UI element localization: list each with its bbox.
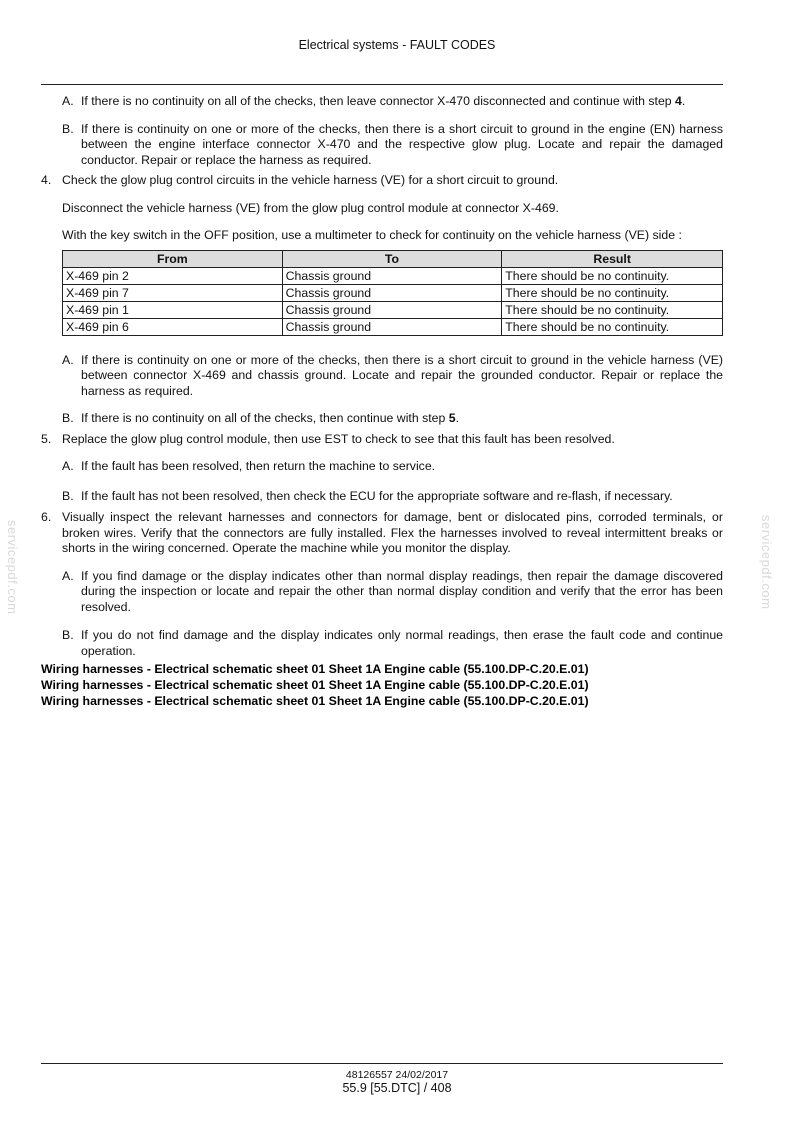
cell-to: Chassis ground [282,301,502,318]
cell-from: X-469 pin 1 [63,301,283,318]
cell-from: X-469 pin 6 [63,318,283,335]
document-code: 48126557 24/02/2017 [345,1069,449,1081]
step4-b-marker: B. [62,411,74,425]
step3-a-text: If there is no continuity on all of the checks, then leave connector X-470 disconnected and continue with step [81,94,676,108]
step4-marker: 4. [41,173,52,187]
step5-b-marker: B. [62,488,74,503]
watermark-right: servicepdf.com [759,515,774,610]
cell-to: Chassis ground [282,318,502,335]
document-body [41,94,723,709]
cell-result: There should be no continuity. [502,267,723,284]
step3-b-text: If there is continuity on one or more of the checks, then there is a short circuit to ground in the engine (EN) harness between the engine interface connector X-470 and the respective glow plug. Locate and repair the damaged conductor. Repair or replace the harness as required. [81,121,723,167]
step4-para-disconnect: Disconnect the vehicle harness (VE) from the glow plug control module at connector X-469. [62,200,559,215]
cell-from: X-469 pin 7 [63,284,283,301]
step4-substep-b: B. If there is no continuity on all of the checks, then continue with step 5. [62,411,460,425]
step4-b-step-ref: 5 [448,411,456,425]
table-row [63,284,723,301]
cell-result: There should be no continuity. [502,318,723,335]
table-row [63,267,723,284]
step6-substep-a [41,569,723,616]
step5-marker: 5. [41,431,52,446]
step4-para-multimeter: With the key switch in the OFF position, use a multimeter to check for continuity on the vehicle harness (VE) side : [62,228,682,242]
step6-a-marker: A. [62,568,74,583]
step5-substep-a [41,459,723,475]
footer-rule [41,1063,723,1064]
step6-marker: 6. [41,510,52,524]
step6-b-text: If you do not find damage and the display indicates only normal readings, then erase the fault code and continue operation. [81,628,723,658]
step3-a-step-ref: 4 [675,94,682,108]
column-header-result: Result [502,250,723,267]
step3-b-marker: B. [62,121,74,136]
page-number: 55.9 [55.DTC] / 408 [342,1081,452,1095]
schematic-link[interactable]: Wiring harnesses - Electrical schematic sheet 01 Sheet 1A Engine cable (55.100.DP-C.20.E.01) [41,662,589,676]
step6-b-marker: B. [62,628,74,642]
cell-result: There should be no continuity. [502,284,723,301]
schematic-link[interactable]: Wiring harnesses - Electrical schematic sheet 01 Sheet 1A Engine cable (55.100.DP-C.20.E.01) [41,694,589,708]
step5-a-marker: A. [62,459,74,473]
cell-from: X-469 pin 2 [63,267,283,284]
step6-substep-b [41,628,723,659]
step5-a-text: If the fault has been resolved, then return the machine to service. [81,459,436,473]
step4-a-text: If there is continuity on one or more of the checks, then there is a short circuit to ground in the vehicle harness (VE) between connector X-469 and chassis ground. Locate and repair the grounded conductor. Repair or replace the harness as required. [81,352,723,398]
table-header-row [63,250,723,267]
related-links [41,661,723,709]
watermark-left: servicepdf.com [5,520,20,615]
continuity-check-table [62,250,723,336]
step3-substep-b [41,122,723,169]
step6 [41,510,723,557]
step4 [41,173,723,189]
step4-text: Check the glow plug control circuits in the vehicle harness (VE) for a short circuit to ground. [62,173,559,187]
table-row [63,318,723,335]
cell-to: Chassis ground [282,267,502,284]
step5 [41,432,723,448]
step4-substep-a [41,353,723,400]
step6-a-text: If you find damage or the display indicates other than normal display readings, then repair the damage discovered during the inspection or locate and repair the other than normal display condition and verify that the error has been resolved. [81,568,723,614]
step4-b-text: If there is no continuity on all of the checks, then continue with step [81,411,449,425]
cell-to: Chassis ground [282,284,502,301]
step5-text: Replace the glow plug control module, then use EST to check to see that this fault has been resolved. [62,431,615,446]
page-header-title: Electrical systems - FAULT CODES [298,38,496,52]
header-rule [41,84,723,85]
step5-substep-b [41,489,723,505]
step6-text: Visually inspect the relevant harnesses and connectors for damage, bent or dislocated pins, corroded terminals, or broken wires. Verify that the connectors are fully installed. Flex the harnesses involved to reveal intermittent breaks or shorts in the wiring concerned. Operate the machine while you monitor the display. [62,510,723,555]
step4-a-marker: A. [62,352,74,367]
column-header-from: From [63,250,283,267]
table-row [63,301,723,318]
column-header-to: To [282,250,502,267]
cell-result: There should be no continuity. [502,301,723,318]
schematic-link[interactable]: Wiring harnesses - Electrical schematic sheet 01 Sheet 1A Engine cable (55.100.DP-C.20.E.01) [41,678,589,692]
step3-substep-a: A. If there is no continuity on all of the checks, then leave connector X-470 disconnected and continue with step 4. [62,94,686,108]
step5-b-text: If the fault has not been resolved, then check the ECU for the appropriate software and re-flash, if necessary. [81,488,673,503]
step3-a-marker: A. [62,94,74,108]
